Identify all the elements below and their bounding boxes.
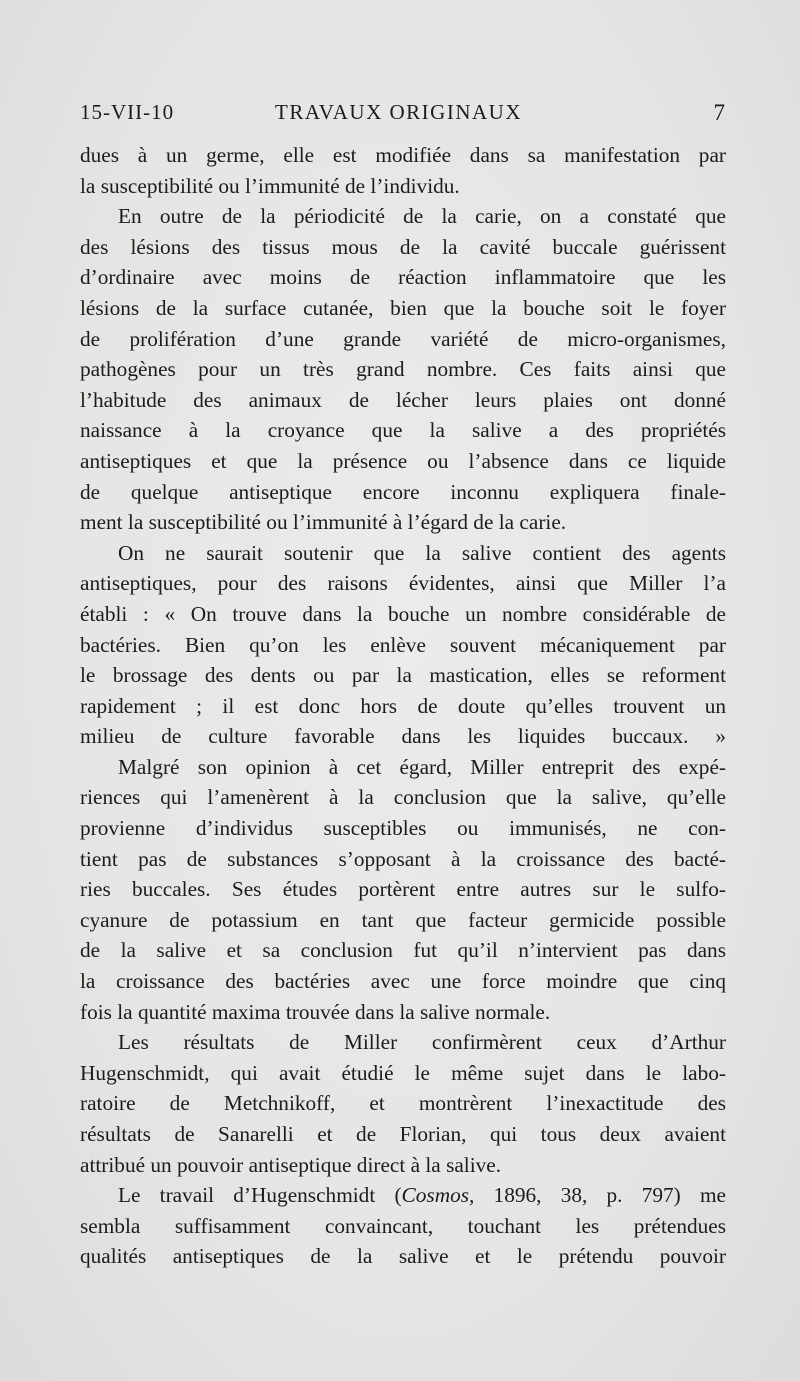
text-line: attribué un pouvoir antiseptique direct à la salive. [80,1152,502,1177]
citation-text-after: 1896, 38, p. 797) me [474,1183,726,1208]
text-line: de quelque antiseptique encore inconnu expliquera finale- [80,479,726,504]
text-line: ratoire de Metchnikoff, et montrèrent l’inexactitude des [80,1091,726,1116]
text-line: Hugenschmidt, qui avait étudié le même sujet dans le labo- [80,1060,726,1085]
text-line: provienne d’individus susceptibles ou immunisés, ne con- [80,816,726,841]
text-line: On ne saurait soutenir que la salive contient des agents [118,540,726,565]
text-line: dues à un germe, elle est modifiée dans sa manifestation par [80,143,726,167]
text-line: naissance à la croyance que la salive a des propriétés [80,418,726,443]
journal-title: Cosmos, [401,1183,475,1208]
page-number: 7 [713,100,726,125]
text-line: tient pas de substances s’opposant à la croissance des bacté- [80,846,726,871]
text-line: En outre de la périodicité de la carie, on a constaté que [118,204,726,229]
text-line: l’habitude des animaux de lécher leurs plaies ont donné [80,387,726,412]
running-head [80,100,726,130]
text-line: lésions de la surface cutanée, bien que la bouche soit le foyer [80,295,726,320]
text-line: rapidement ; il est donc hors de doute qu’elles trouvent un [80,693,726,718]
text-line: sembla suffisamment convaincant, touchant les prétendues [80,1213,726,1238]
text-line: cyanure de potassium en tant que facteur germicide possible [80,907,726,932]
text-line-citation [80,1180,726,1211]
text-line: antiseptiques et que la présence ou l’absence dans ce liquide [80,448,726,473]
text-line: pathogènes pour un très grand nombre. Ces faits ainsi que [80,357,726,382]
text-line: ment la susceptibilité ou l’immunité à l’égard de la carie. [80,510,567,535]
text-line: d’ordinaire avec moins de réaction inflammatoire que les [80,265,726,290]
text-line: établi : « On trouve dans la bouche un nombre considérable de [80,601,726,626]
text-line: bactéries. Bien qu’on les enlève souvent mécaniquement par [80,632,726,657]
text-line: antiseptiques, pour des raisons évidentes, ainsi que Miller l’a [80,571,726,596]
text-line: fois la quantité maxima trouvée dans la salive normale. [80,999,551,1024]
text-line: la susceptibilité ou l’immunité de l’individu. [80,173,460,198]
body-text [80,140,726,1272]
text-line: la croissance des bactéries avec une force moindre que cinq [80,969,726,994]
text-line: ries buccales. Ses études portèrent entre autres sur le sulfo- [80,877,726,902]
text-line: des lésions des tissus mous de la cavité buccale guérissent [80,234,726,259]
text-line: riences qui l’amenèrent à la conclusion que la salive, qu’elle [80,785,726,810]
text-line: Malgré son opinion à cet égard, Miller entreprit des expé- [118,754,726,779]
text-line: de la salive et sa conclusion fut qu’il n’intervient pas dans [80,938,726,963]
header-title: TRAVAUX ORIGINAUX [275,100,522,124]
text-line: résultats de Sanarelli et de Florian, qui tous deux avaient [80,1122,726,1146]
text-line: milieu de culture favorable dans les liquides buccaux. » [80,724,726,749]
text-line: Les résultats de Miller confirmèrent ceux d’Arthur [118,1030,726,1055]
text-line: de prolifération d’une grande variété de micro-organismes, [80,326,726,351]
citation-text-before: Le travail d’Hugenschmidt ( [118,1183,402,1208]
header-date: 15-VII-10 [80,100,175,124]
text-line: le brossage des dents ou par la mastication, elles se reforment [80,663,726,688]
text-line: qualités antiseptiques de la salive et le prétendu pouvoir [80,1244,726,1269]
